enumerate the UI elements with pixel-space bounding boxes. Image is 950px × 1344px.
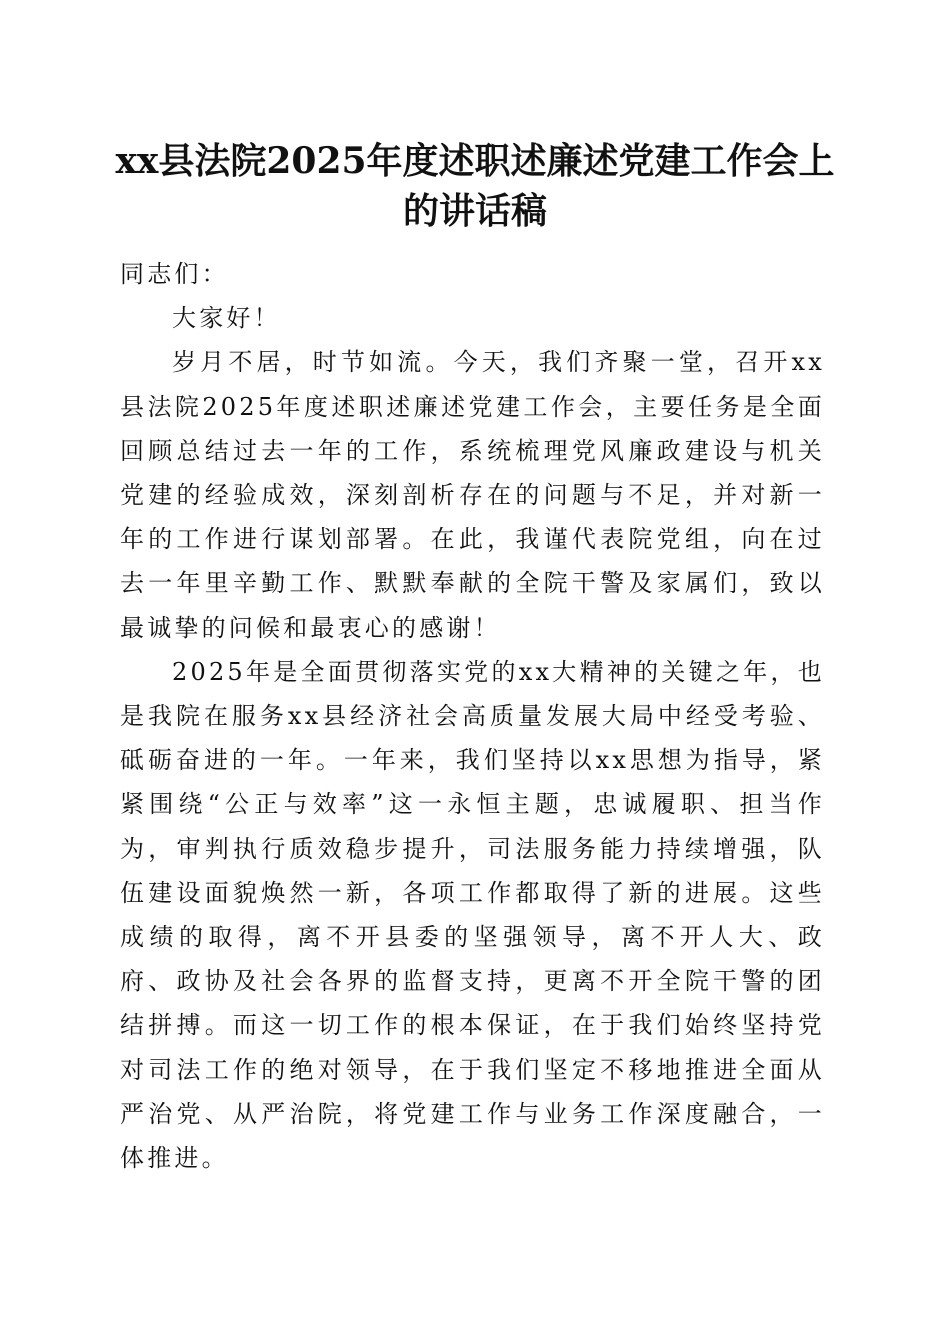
paragraph-opening: 岁月不居，时节如流。今天，我们齐聚一堂，召开xx县法院2025年度述职述廉述党建工作会，主要任务是全面回顾总结过去一年的工作，系统梳理党风廉政建设与机关党建的经验成效，深刻剖析存在的问题与不足，并对新一年的工作进行谋划部署。在此，我谨代表院党组，向在过去一年里辛勤工作、默默奉献的全院干警及家属们，致以最诚挚的问候和最衷心的感谢！: [120, 348, 825, 642]
document-title: [110, 136, 840, 236]
paragraph-review: 2025年是全面贯彻落实党的xx大精神的关键之年，也是我院在服务xx县经济社会高质量发展大局中经受考验、砥砺奋进的一年。一年来，我们坚持以xx思想为指导，紧紧围绕“公正与效率”这一永恒主题，忠诚履职、担当作为，审判执行质效稳步提升，司法服务能力持续增强，队伍建设面貌焕然一新，各项工作都取得了新的进展。这些成绩的取得，离不开县委的坚强领导，离不开人大、政府、政协及社会各界的监督支持，更离不开全院干警的团结拼搏。而这一切工作的根本保证，在于我们始终坚持党对司法工作的绝对领导，在于我们坚定不移地推进全面从严治党、从严治院，将党建工作与业务工作深度融合，一体推进。: [120, 657, 825, 1173]
salutation: 同志们：: [120, 260, 229, 288]
title-line-1: xx县法院2025年度述职述廉述党建工作会上: [115, 140, 835, 182]
greeting: 大家好！: [172, 304, 281, 333]
title-line-2: 的讲话稿: [402, 190, 547, 232]
document-body: [120, 252, 825, 1180]
